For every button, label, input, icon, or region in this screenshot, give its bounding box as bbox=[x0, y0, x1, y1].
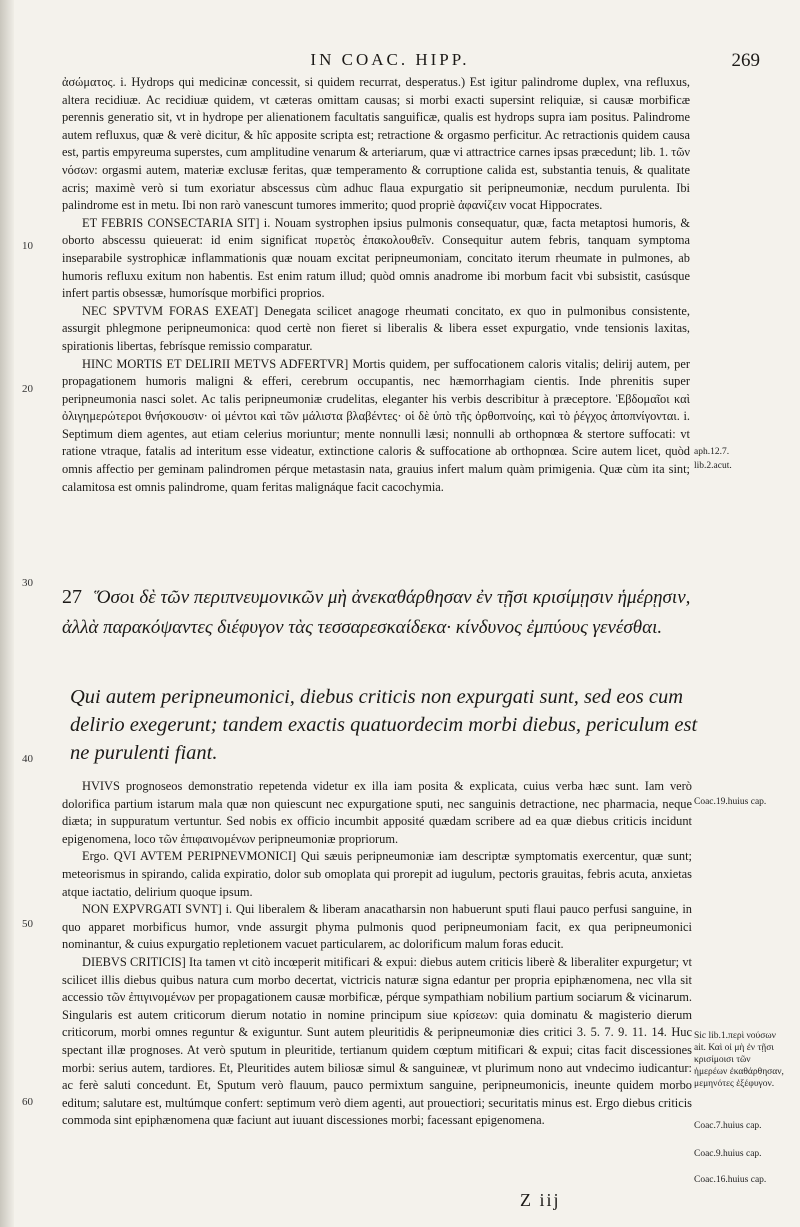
marginal-note: lib.2.acut. bbox=[694, 461, 732, 471]
running-title: IN COAC. HIPP. bbox=[310, 50, 470, 69]
marginal-note: Coac.19.huius cap. bbox=[694, 797, 767, 807]
paragraph: Ergo. QVI AVTEM PERIPNEVMONICI] Qui sæuis peripneumoniæ iam descriptæ symptomatis exercentur, quæ sunt; meteorismus in spirando, calida expiratio, dolor sub omoplata qui prorepit ad iugulum, pectoris grauitas, febris acuta, anxietas atque iactatio, delirium quoque ipsum. bbox=[62, 849, 692, 899]
paragraph: NEC SPVTVM FORAS EXEAT] Denegata scilicet anagoge rheumati concitato, ex quo in pulmonibus consistente, assurgit phlegmone peripneumonica: quod certè non fieret si liberalis & libera esset expurgatio, vnde tensionis laxitas, spirationis libertas, febrísque remissio comparatur. bbox=[62, 303, 690, 353]
aphorism-latin: Qui autem peripneumonici, diebus criticis non expurgati sunt, sed eos cum delirio exegerunt; tandem exactis quatuordecim morbi diebus, periculum est ne purulenti fiant. bbox=[70, 686, 698, 764]
aphorism-greek-text: Ὅσοι δὲ τῶν περιπνευμονικῶν μὴ ἀνεκαθάρθησαν ἐν τῇσι κρισίμῃσιν ἡμέρῃσιν, ἀλλὰ παρακόψαντες διέφυγον τὰς τεσσαρεσκαίδεκα· κίνδυνος ἐμπύους γενέσθαι. bbox=[62, 587, 691, 638]
paragraph: ET FEBRIS CONSECTARIA SIT] i. Nouam systrophen ipsius pulmonis consequatur, quæ, facta metaptosi humoris, & oborto abscessu quieuerat: id enim significat πυρετὸς ἐπακολουθεῖν. Consequitur autem febris, tanquam symptoma inseparabile systrophicæ inflammationis quæ nouam excitat peripneumoniam, concitato iterum rheumate in pulmones, ab humoris refluxu exitum non habentis. Est enim ratum illud; quòd omnis anadrome ibi morbum facit vbi subsistit, casúsque infert partis obsessæ, humorísque morbifici proprios. bbox=[62, 215, 690, 301]
commentary-section-2 bbox=[62, 778, 692, 1130]
marginal-note: Coac.9.huius cap. bbox=[694, 1149, 762, 1159]
line-number: 10 bbox=[22, 240, 33, 252]
paragraph: HVIVS prognoseos demonstratio repetenda videtur ex illa iam posita & explicata, cuius verba hæc sunt. Iam verò dolorifica partium istarum mala quæ non quiescunt nec expurgatione sputi, nec sanguinis detractione, nec pharmacia, neque diæta; in suppuratum vertuntur. Sed nobis ex officio incumbit apposité quædam scribere ad ea quæ diebus criticis incidunt epigenomena, loco τῶν ἐπιφαινομένων peripneumoniæ propriorum. bbox=[62, 779, 692, 846]
page-gutter bbox=[0, 0, 14, 1227]
signature-mark: Z iij bbox=[520, 1190, 561, 1210]
marginal-note: Sic lib.1.περὶ νούσων ait. Καὶ οἱ μὴ ἐν τῇσι κρισίμοισι τῶν ἡμερέων ἐκαθάρθησαν, μεμηνότες ἐξέφυγον. bbox=[694, 1031, 784, 1089]
paragraph: HINC MORTIS ET DELIRII METVS ADFERTVR] Mortis quidem, per suffocationem caloris vitalis; delirij autem, per propagationem humoris maligni & efferi, cerebrum occupantis, nec hæmorrhagiam cientis. Inde phrenitis super peripneumonia nasci solet. Ac talis peripneumoniæ crudelitas, eleganter his verbis describitur à præceptore. Ἑβδομαῖοι καὶ ὀλιγημερώτεροι θνήσκουσιν· οἱ μέντοι καὶ τῶν μάλιστα βλαβέντες· οἱ δὲ ὑπὸ τῆς ὀρθοπνοίης, καὶ τὸ ῥέγχος ἀποπνίγονται. i. Septimum diem agentes, aut etiam celerius moriuntur; mente nonnulli læsi; nonnulli ab orthopnœa & stertore suffocati: vt ratione vtraque, fatalis ad interitum esse videatur, extinctione caloris & suffocatione ab orthopnœa. Scire autem licet, quòd omnis affectio per geminam palindromen pérque metastasin nata, grauius infert malum quàm primigenia. Quæ cùm ita sint; calamitosa est omnis palindrome, quam feritas malignáque facit cacochymia. bbox=[62, 356, 690, 494]
paragraph: DIEBVS CRITICIS] Ita tamen vt citò incœperit mitificari & expui: diebus autem criticis liberè & liberaliter expurgetur; vt scilicet illis diebus quibus natura cum morbo decertat, victricis naturæ signa edantur per propria epiphænomena, nec vlla sit accessio τῶν ἐπιγινομένων per propagationem causæ morbificæ, pérque sympathiam nobilium partium sociarum & vicinarum. Singularis est autem criticorum dierum notatio in nomine principum siue κρίσεων: quia dominatu & magisterio dierum criticorum, morbi omnes reguntur & exiguntur. Sunt autem pleuritidis & peripneumoniæ dies critici 3. 5. 7. 9. 11. 14. Huc spectant illæ prognoses. At verò sputum in pleuritide, tertianum quidem cœptum mitificari & expui; citas facit discessiones morbi: serius autem, tardiores. Et, Pleuritides autem biliosæ simul & sanguineæ, vt plurimum nono aut vndecimo iudicantur: ac ferè saluti concedunt. Et, Sputum verò flauum, pauco permixtum sanguine, peripneumonicis, ineunte quidem morbo editum; salutare est, multúmque confert: septimum verò diem agenti, aut prouectiori; securitatis minus est. Ergo diebus criticis commoda sint epiphænomena quæ faciunt aut iuuant discessiones morbi; facessant epigenomena. bbox=[62, 954, 692, 1128]
marginal-note: aph.12.7. bbox=[694, 447, 730, 457]
marginal-note: Coac.7.huius cap. bbox=[694, 1121, 762, 1131]
line-number: 30 bbox=[22, 577, 33, 589]
commentary-section-1 bbox=[62, 74, 690, 496]
line-number: 60 bbox=[22, 1096, 33, 1108]
line-number: 20 bbox=[22, 383, 33, 395]
aphorism-greek bbox=[62, 582, 692, 643]
page-number: 269 bbox=[731, 50, 760, 71]
marginal-note: Coac.16.huius cap. bbox=[694, 1175, 767, 1185]
paragraph: ἀσώματος. i. Hydrops qui medicinæ concessit, si quidem recurrat, desperatus.) Est igitur palindrome duplex, vna refluxus, altera recidiuæ. Ac recidiuæ quidem, vt cæteras omittam causas; si morbi exacti supersint reliquiæ, si causæ morbificæ perennis generatio sit, vt in hydrope per alienationem facultatis sanguificæ, qualis est hydrops supra iam positus. Palindrome autem refluxus, quæ & verè dicitur, & hîc apposite scripta est; retractione & orgasmo perficitur. Ac retractionis quidem causa est, partis empyreuma superstes, cum amplitudine venarum & arteriarum, quæ vi attractrice carnes ipsas præcedunt; lib. 1. τῶν νόσων: orgasmi autem, materiæ exclusæ feritas, quæ temperamento & corruptione calida est, substantia tenuis, & qualitate acris; maximè verò si tum exoriatur abscessus cùm adhuc flaua expurgatio sit peripneumoniæ, necdum purulenta. Ibi palindrome est in metu. Ibi non rarò vanescunt tumores immerito; quod propriè ἀφανίζειν vocat Hippocrates. bbox=[62, 75, 690, 213]
paragraph: NON EXPVRGATI SVNT] i. Qui liberalem & liberam anacatharsin non habuerunt sputi flaui pauco perfusi sanguine, in quo apparet morbificus humor, vnde assurgit phyma pulmonis quod peripneumoniam facit, ex qua peripneumonici nominantur, & cuius expurgatio repletionem vacuet particularem, ac dolorificum malum foras educit. bbox=[62, 902, 692, 952]
aphorism-number: 27 bbox=[62, 586, 82, 608]
line-number: 50 bbox=[22, 918, 33, 930]
line-number: 40 bbox=[22, 753, 33, 765]
